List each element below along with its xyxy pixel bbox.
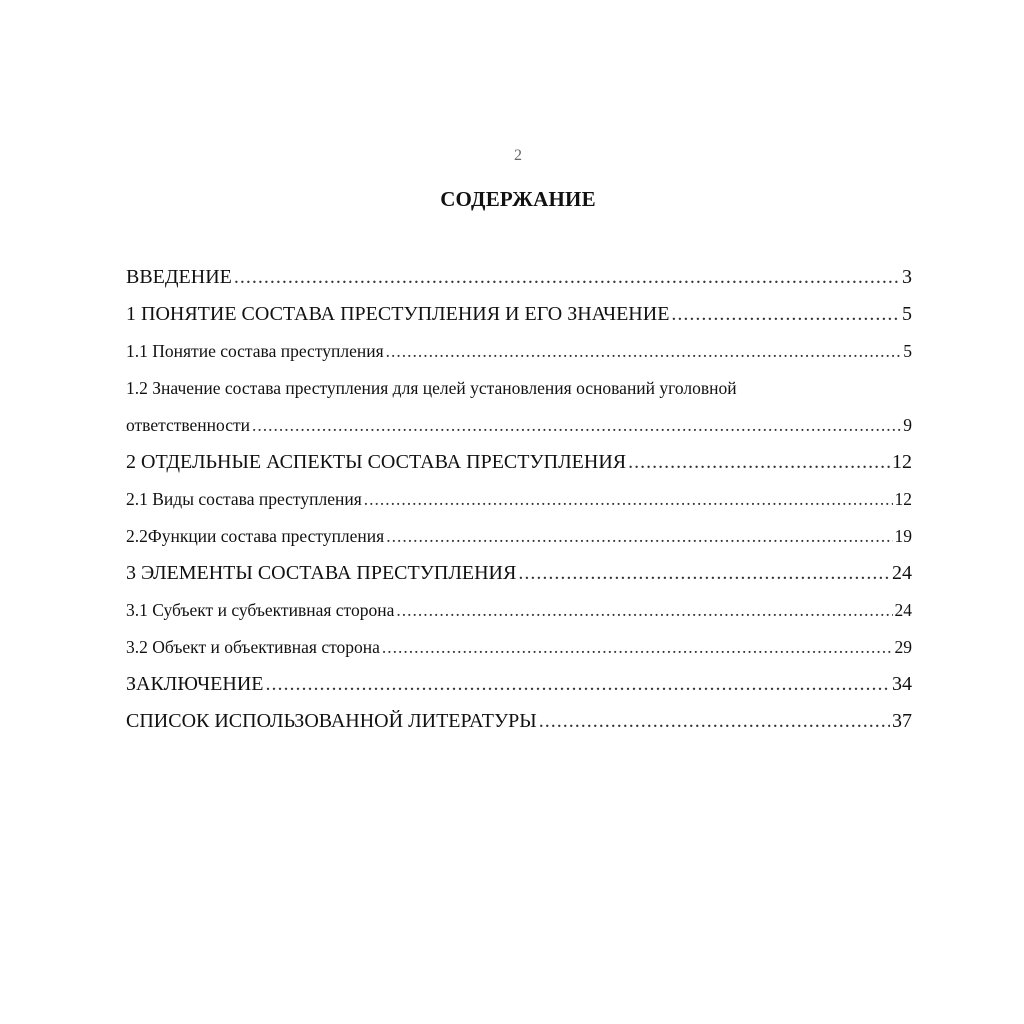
dot-leader (265, 666, 890, 703)
dot-leader (382, 629, 893, 666)
page-number: 2 (514, 147, 522, 164)
toc-entry-conclusion[interactable] (126, 666, 912, 703)
dot-leader (386, 333, 902, 370)
toc-entry-page: 34 (892, 673, 912, 695)
toc-entry-bibliography[interactable] (126, 703, 912, 740)
toc-entry-section-1-1[interactable] (126, 333, 912, 370)
toc-entry-page: 5 (902, 303, 912, 325)
dot-leader (252, 407, 901, 444)
toc-entry-label: 2.2Функции состава преступления (126, 526, 385, 546)
toc-entry-page: 37 (892, 710, 912, 732)
dot-leader (628, 444, 890, 481)
dot-leader (671, 296, 900, 333)
toc-entry-page: 19 (894, 526, 912, 546)
table-of-contents (126, 259, 912, 740)
toc-entry-chapter-2[interactable] (126, 444, 912, 481)
dot-leader (539, 703, 890, 740)
toc-entry-page: 24 (894, 600, 912, 620)
toc-entry-label: 2.1 Виды состава преступления (126, 489, 362, 509)
toc-entry-label: СПИСОК ИСПОЛЬЗОВАННОЙ ЛИТЕРАТУРЫ (126, 710, 537, 732)
toc-entry-section-3-1[interactable] (126, 592, 912, 629)
toc-entry-label: 3.2 Объект и объективная сторона (126, 637, 380, 657)
toc-entry-chapter-3[interactable] (126, 555, 912, 592)
dot-leader (518, 555, 890, 592)
toc-entry-page: 5 (903, 341, 912, 361)
toc-entry-section-1-2-line1[interactable]: 1.2 Значение состава преступления для целей установления оснований уголовной (126, 378, 737, 398)
dot-leader (396, 592, 892, 629)
toc-entry-chapter-1[interactable] (126, 296, 912, 333)
toc-entry-page: 3 (902, 266, 912, 288)
dot-leader (364, 481, 893, 518)
toc-entry-section-2-1[interactable] (126, 481, 912, 518)
toc-entry-page: 9 (903, 415, 912, 435)
dot-leader (234, 259, 900, 296)
toc-entry-label: 3.1 Субъект и субъективная сторона (126, 600, 395, 620)
toc-entry-introduction[interactable] (126, 259, 912, 296)
toc-entry-page: 12 (892, 451, 912, 473)
toc-entry-label: 3 ЭЛЕМЕНТЫ СОСТАВА ПРЕСТУПЛЕНИЯ (126, 562, 517, 584)
toc-entry-label: ВВЕДЕНИЕ (126, 266, 232, 288)
toc-entry-section-2-2[interactable] (126, 518, 912, 555)
toc-entry-section-1-2[interactable] (126, 407, 912, 444)
toc-entry-label: ЗАКЛЮЧЕНИЕ (126, 673, 264, 695)
toc-entry-label: 1.1 Понятие состава преступления (126, 341, 384, 361)
toc-entry-page: 24 (892, 562, 912, 584)
toc-entry-section-3-2[interactable] (126, 629, 912, 666)
toc-entry-label: 1 ПОНЯТИЕ СОСТАВА ПРЕСТУПЛЕНИЯ И ЕГО ЗНАЧЕНИЕ (126, 303, 670, 325)
toc-entry-page: 29 (894, 637, 912, 657)
dot-leader (386, 518, 892, 555)
toc-entry-page: 12 (894, 489, 912, 509)
toc-title: СОДЕРЖАНИЕ (440, 187, 596, 211)
toc-entry-label: 2 ОТДЕЛЬНЫЕ АСПЕКТЫ СОСТАВА ПРЕСТУПЛЕНИЯ (126, 451, 627, 473)
toc-entry-label: ответственности (126, 415, 250, 435)
